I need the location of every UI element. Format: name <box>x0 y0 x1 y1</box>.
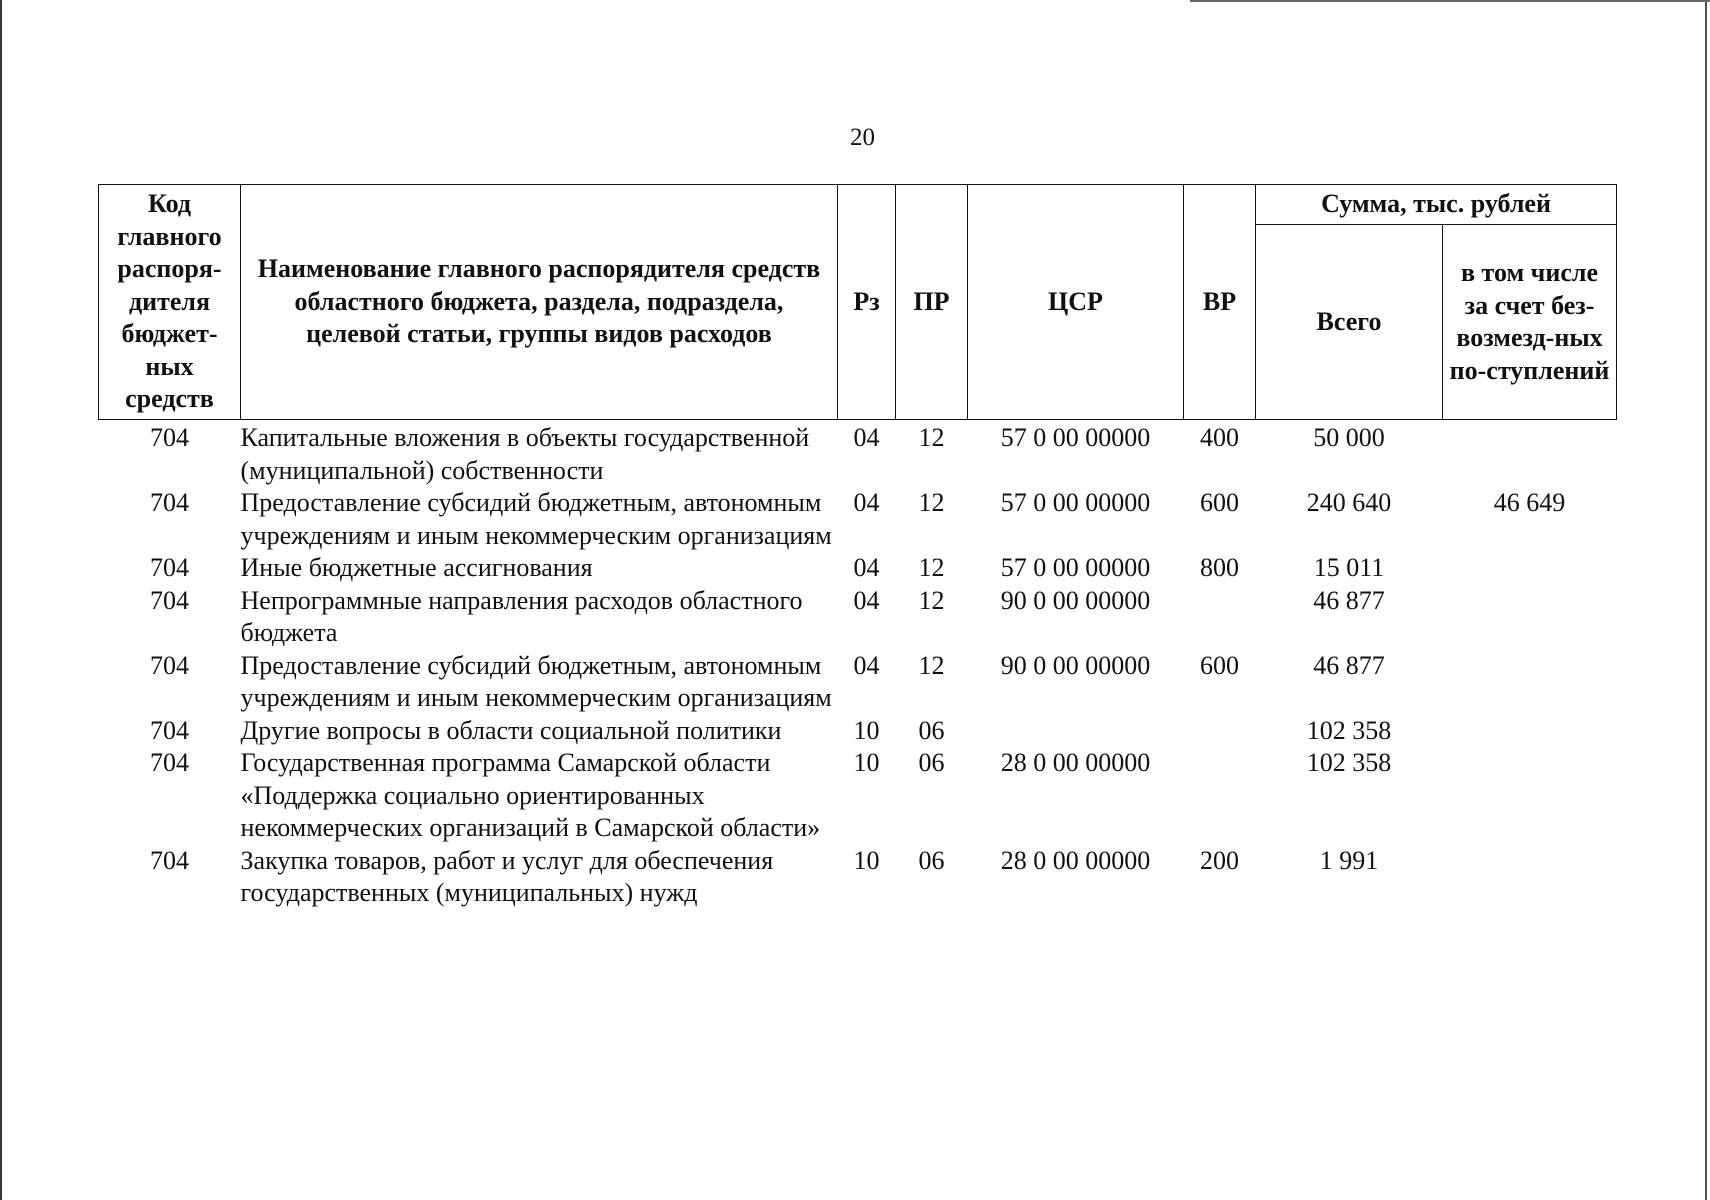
cell-csr: 90 0 00 00000 <box>1000 650 1151 680</box>
header-vr: ВР <box>1184 185 1256 420</box>
cell-incl <box>1443 715 1617 748</box>
cell-vr: 600 <box>1200 650 1239 680</box>
cell-total: 15 011 <box>1313 553 1385 582</box>
cell-vr: 200 <box>1200 845 1239 875</box>
cell-code: 704 <box>150 553 189 582</box>
table-header <box>99 185 1617 420</box>
cell-pr: 12 <box>918 488 945 517</box>
scan-edge-right <box>1705 0 1707 1200</box>
cell-vr <box>1184 585 1256 650</box>
cell-rz: 04 <box>853 553 880 582</box>
cell-vr: 600 <box>1200 488 1239 517</box>
table-row <box>99 715 1617 748</box>
table-row <box>99 747 1617 845</box>
cell-total: 102 358 <box>1306 715 1392 745</box>
cell-rz: 04 <box>853 488 880 517</box>
table-row <box>99 420 1617 488</box>
cell-pr: 12 <box>918 650 945 680</box>
cell-csr: 57 0 00 00000 <box>1000 488 1151 517</box>
cell-incl <box>1443 747 1617 845</box>
cell-csr: 90 0 00 00000 <box>1000 585 1151 615</box>
cell-pr: 06 <box>918 715 945 745</box>
cell-csr: 57 0 00 00000 <box>1000 553 1151 582</box>
cell-code: 704 <box>150 650 189 680</box>
cell-csr: 28 0 00 00000 <box>1000 748 1151 777</box>
table-row <box>99 487 1617 552</box>
cell-rz: 04 <box>853 650 880 680</box>
cell-pr: 06 <box>918 845 945 875</box>
cell-name: Непрограммные направления расходов областного бюджета <box>240 585 803 647</box>
cell-rz: 10 <box>853 845 880 875</box>
cell-total: 50 000 <box>1313 423 1385 452</box>
table-row <box>99 552 1617 585</box>
cell-name: Закупка товаров, работ и услуг для обеспечения государственных (муниципальных) нужд <box>240 845 774 907</box>
header-pr: ПР <box>896 185 968 420</box>
cell-code: 704 <box>150 423 189 452</box>
cell-total: 102 358 <box>1306 748 1392 777</box>
table-body <box>99 420 1617 910</box>
cell-vr <box>1184 747 1256 845</box>
header-incl: в том числе за счет без-возмезд-ных по-ступлений <box>1443 225 1617 420</box>
cell-name: Предоставление субсидий бюджетным, автономным учреждениям и иным некоммерческим организациям <box>240 488 832 550</box>
scan-edge-left <box>0 0 2 1200</box>
cell-code: 704 <box>150 585 189 615</box>
cell-csr <box>968 715 1184 748</box>
cell-vr: 400 <box>1200 423 1239 452</box>
cell-vr <box>1184 715 1256 748</box>
page-number: 20 <box>850 124 875 151</box>
cell-rz: 10 <box>853 715 880 745</box>
cell-name: Капитальные вложения в объекты государственной (муниципальной) собственности <box>240 423 810 485</box>
cell-code: 704 <box>150 845 189 875</box>
cell-vr: 800 <box>1200 553 1239 582</box>
cell-total: 1 991 <box>1319 845 1379 875</box>
cell-code: 704 <box>150 715 189 745</box>
cell-incl <box>1443 845 1617 910</box>
cell-incl <box>1443 585 1617 650</box>
cell-incl <box>1443 552 1617 585</box>
header-total: Всего <box>1256 225 1443 420</box>
header-name: Наименование главного распорядителя средств областного бюджета, раздела, подраздела, целевой статьи, группы видов расходов <box>241 185 838 420</box>
cell-rz: 04 <box>853 423 880 452</box>
cell-code: 704 <box>150 488 189 517</box>
cell-pr: 06 <box>918 748 945 777</box>
header-code: Код главного распоря-дителя бюджет-ных средств <box>99 185 241 420</box>
scan-edge-top <box>1190 0 1710 2</box>
cell-pr: 12 <box>918 585 945 615</box>
cell-name: Государственная программа Самарской области «Поддержка социально ориентированных некоммерческих организаций в Самарской области» <box>240 748 821 842</box>
cell-csr: 28 0 00 00000 <box>1000 845 1151 875</box>
cell-incl <box>1443 420 1617 488</box>
cell-incl <box>1443 650 1617 715</box>
cell-pr: 12 <box>918 423 945 452</box>
cell-code: 704 <box>150 748 189 777</box>
table-row <box>99 650 1617 715</box>
cell-total: 46 877 <box>1313 585 1385 615</box>
cell-name: Предоставление субсидий бюджетным, автономным учреждениям и иным некоммерческим организациям <box>240 650 832 712</box>
cell-incl: 46 649 <box>1493 488 1566 517</box>
cell-rz: 10 <box>853 748 880 777</box>
cell-name: Другие вопросы в области социальной политики <box>240 715 782 745</box>
table-row <box>99 585 1617 650</box>
cell-pr: 12 <box>918 553 945 582</box>
cell-total: 240 640 <box>1306 488 1392 517</box>
cell-name: Иные бюджетные ассигнования <box>240 553 593 582</box>
cell-rz: 04 <box>853 585 880 615</box>
cell-csr: 57 0 00 00000 <box>1000 423 1151 452</box>
cell-total: 46 877 <box>1313 650 1385 680</box>
header-rz: Рз <box>838 185 896 420</box>
budget-table <box>98 184 1617 910</box>
header-csr: ЦСР <box>968 185 1184 420</box>
header-sum-group: Сумма, тыс. рублей <box>1256 185 1617 225</box>
table-row <box>99 845 1617 910</box>
